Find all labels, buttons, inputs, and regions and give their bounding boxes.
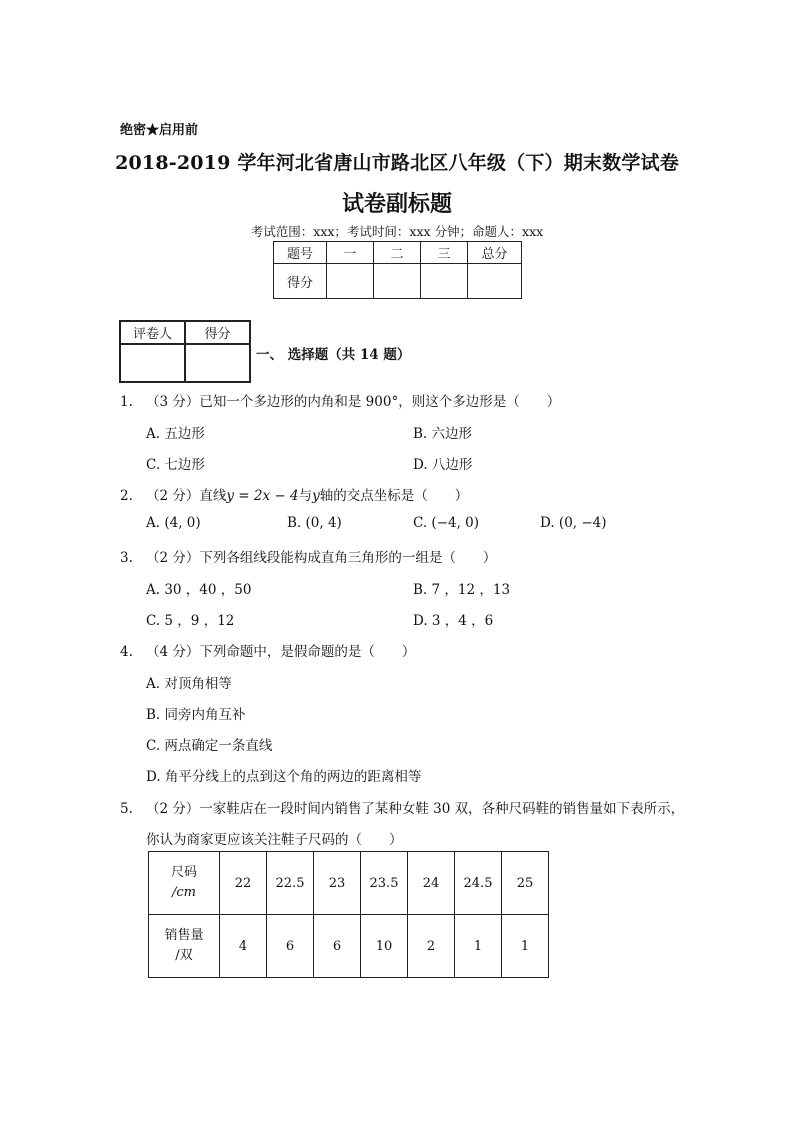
- grader-header-cell: 得分: [185, 321, 250, 344]
- score-header-cell: 题号: [274, 242, 327, 264]
- exam-subtitle: 试卷副标题: [341, 191, 452, 217]
- row-label-sales: [149, 915, 220, 978]
- grader-header-cell: 评卷人: [120, 321, 185, 344]
- option-b[interactable]: B. (0, 4): [287, 515, 342, 531]
- sales-cell: 10: [361, 915, 408, 978]
- score-header-cell: 一: [327, 242, 374, 264]
- axis-symbol: y: [312, 488, 320, 504]
- sales-cell: 1: [455, 915, 502, 978]
- size-cell: 24.5: [455, 852, 502, 915]
- option-c[interactable]: C. 两点确定一条直线: [146, 738, 273, 754]
- grader-table: [119, 320, 251, 383]
- question-number: 1.: [120, 394, 133, 410]
- sales-cell: 4: [220, 915, 267, 978]
- question-number: 4.: [120, 644, 133, 660]
- score-table: [273, 241, 522, 299]
- score-cell[interactable]: [421, 264, 468, 299]
- option-d[interactable]: D. 八边形: [413, 457, 473, 473]
- question-number: 3.: [120, 550, 133, 566]
- option-a[interactable]: A. 对顶角相等: [146, 676, 232, 692]
- exam-title: 2018-2019 学年河北省唐山市路北区八年级（下）期末数学试卷: [115, 152, 679, 174]
- question-5: [120, 797, 684, 817]
- score-cell[interactable]: [327, 264, 374, 299]
- shoe-sales-table: [148, 851, 549, 978]
- score-header-cell: 总分: [468, 242, 522, 264]
- section-title: 一、 选择题（共 14 题）: [256, 347, 411, 363]
- question-2: [120, 484, 468, 504]
- secret-mark: 绝密★启用前: [120, 123, 199, 138]
- question-text: （4 分）下列命题中，是假命题的是（ ）: [146, 644, 416, 660]
- question-1: [120, 390, 560, 410]
- question-number: 5.: [120, 801, 133, 817]
- option-c[interactable]: C. 5 ，9 ，12: [146, 613, 235, 629]
- question-3: [120, 546, 496, 566]
- sales-cell: 6: [314, 915, 361, 978]
- question-text: 轴的交点坐标是（ ）: [319, 488, 469, 504]
- size-cell: 23: [314, 852, 361, 915]
- option-a[interactable]: A. 30 ，40 ，50: [146, 582, 252, 598]
- option-a[interactable]: A. (4, 0): [146, 515, 201, 531]
- size-cell: 23.5: [361, 852, 408, 915]
- row-label-text: 销售量: [164, 928, 204, 943]
- option-c[interactable]: C. 七边形: [146, 457, 205, 473]
- grader-score-cell[interactable]: [185, 344, 250, 382]
- sales-cell: 1: [502, 915, 549, 978]
- question-number: 2.: [120, 488, 133, 504]
- question-text: 与: [298, 488, 313, 504]
- row-label-text: 尺码: [170, 865, 197, 880]
- option-b[interactable]: B. 7 ，12 ，13: [413, 582, 511, 598]
- option-d[interactable]: D. 角平分线上的点到这个角的两边的距离相等: [146, 769, 422, 785]
- size-cell: 22: [220, 852, 267, 915]
- sales-cell: 2: [408, 915, 455, 978]
- option-d[interactable]: D. (0, −4): [540, 515, 607, 531]
- score-row-label: 得分: [274, 264, 327, 299]
- row-label-unit: /双: [175, 948, 193, 963]
- question-text: （3 分）已知一个多边形的内角和是 900°，则这个多边形是（ ）: [146, 394, 561, 410]
- option-b[interactable]: B. 同旁内角互补: [146, 707, 246, 723]
- exam-info: 考试范围：xxx；考试时间：xxx 分钟；命题人：xxx: [250, 224, 544, 239]
- question-4: [120, 640, 415, 660]
- row-label-unit: /cm: [172, 885, 196, 900]
- question-text: （2 分）一家鞋店在一段时间内销售了某种女鞋 30 双，各种尺码鞋的销售量如下表所示，: [146, 801, 685, 817]
- line-formula: y = 2x − 4: [226, 488, 299, 504]
- score-cell[interactable]: [468, 264, 522, 299]
- question-5-line-2: 你认为商家更应该关注鞋子尺码的（ ）: [146, 832, 403, 848]
- option-a[interactable]: A. 五边形: [146, 426, 205, 442]
- option-d[interactable]: D. 3 ，4 ，6: [413, 613, 494, 629]
- sales-cell: 6: [267, 915, 314, 978]
- size-cell: 22.5: [267, 852, 314, 915]
- size-cell: 24: [408, 852, 455, 915]
- option-c[interactable]: C. (−4, 0): [413, 515, 480, 531]
- size-cell: 25: [502, 852, 549, 915]
- option-b[interactable]: B. 六边形: [413, 426, 473, 442]
- row-label-size: [149, 852, 220, 915]
- score-header-cell: 三: [421, 242, 468, 264]
- question-text: （2 分）直线: [146, 488, 227, 504]
- question-text: （2 分）下列各组线段能构成直角三角形的一组是（ ）: [146, 550, 497, 566]
- grader-cell[interactable]: [120, 344, 185, 382]
- score-header-cell: 二: [374, 242, 421, 264]
- score-cell[interactable]: [374, 264, 421, 299]
